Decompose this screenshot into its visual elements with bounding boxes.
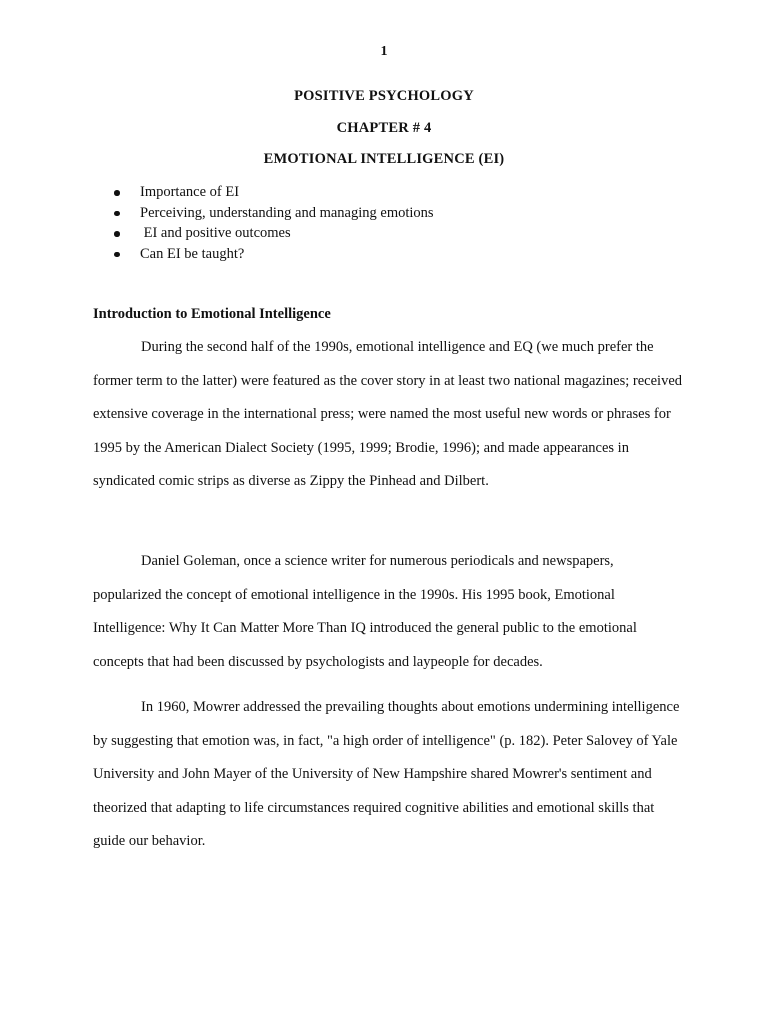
bullet-text: EI and positive outcomes [140, 225, 291, 241]
bullet-icon [114, 211, 120, 217]
bullet-text: Perceiving, understanding and managing emotions [140, 204, 434, 221]
paragraph-text: In 1960, Mowrer addressed the prevailing thoughts about emotions undermining intelligence by suggesting that emotion was, in fact, "a high order of intelligence" (p. 182). Peter Salovey of Yale University and John Mayer of the University of New Hampshire shared Mowrer's sentiment and theorized that adapting to life circumstances required cognitive abilities and emotional skills that guide our behavior. [93, 699, 680, 849]
bullet-item [93, 244, 434, 265]
chapter-heading: CHAPTER # 4 [336, 120, 432, 136]
section-title: Introduction to Emotional Intelligence [93, 306, 331, 322]
paragraph-text: Daniel Goleman, once a science writer for numerous periodicals and newspapers, popularized the concept of emotional intelligence in the 1990s. His 1995 book, Emotional Intelligence: Why It Can Matter More Than IQ introduced the general public to the emotional concepts that had been discussed by psychologists and laypeople for decades. [93, 553, 637, 670]
page-number: 1 [380, 44, 388, 59]
paragraph [93, 331, 683, 499]
bullet-text: Can EI be taught? [140, 245, 245, 262]
bullet-text: Importance of EI [140, 184, 240, 200]
document-title: POSITIVE PSYCHOLOGY [294, 88, 474, 104]
bullet-icon [114, 252, 120, 258]
bullet-icon [114, 190, 120, 196]
paragraph [93, 691, 683, 859]
bullet-item [93, 182, 434, 203]
topic-bullet-list [93, 182, 434, 264]
bullet-icon [114, 231, 120, 237]
bullet-item [93, 203, 434, 224]
topic-heading: EMOTIONAL INTELLIGENCE (EI) [263, 151, 505, 167]
bullet-item [93, 223, 434, 244]
paragraph-text: During the second half of the 1990s, emotional intelligence and EQ (we much prefer the former term to the latter) were featured as the cover story in at least two national magazines; received extensive coverage in the international press; were named the most useful new words or phrases for 1995 by the American Dialect Society (1995, 1999; Brodie, 1996); and made appearances in syndicated comic strips as diverse as Zippy the Pinhead and Dilbert. [93, 339, 683, 489]
paragraph [93, 545, 683, 679]
